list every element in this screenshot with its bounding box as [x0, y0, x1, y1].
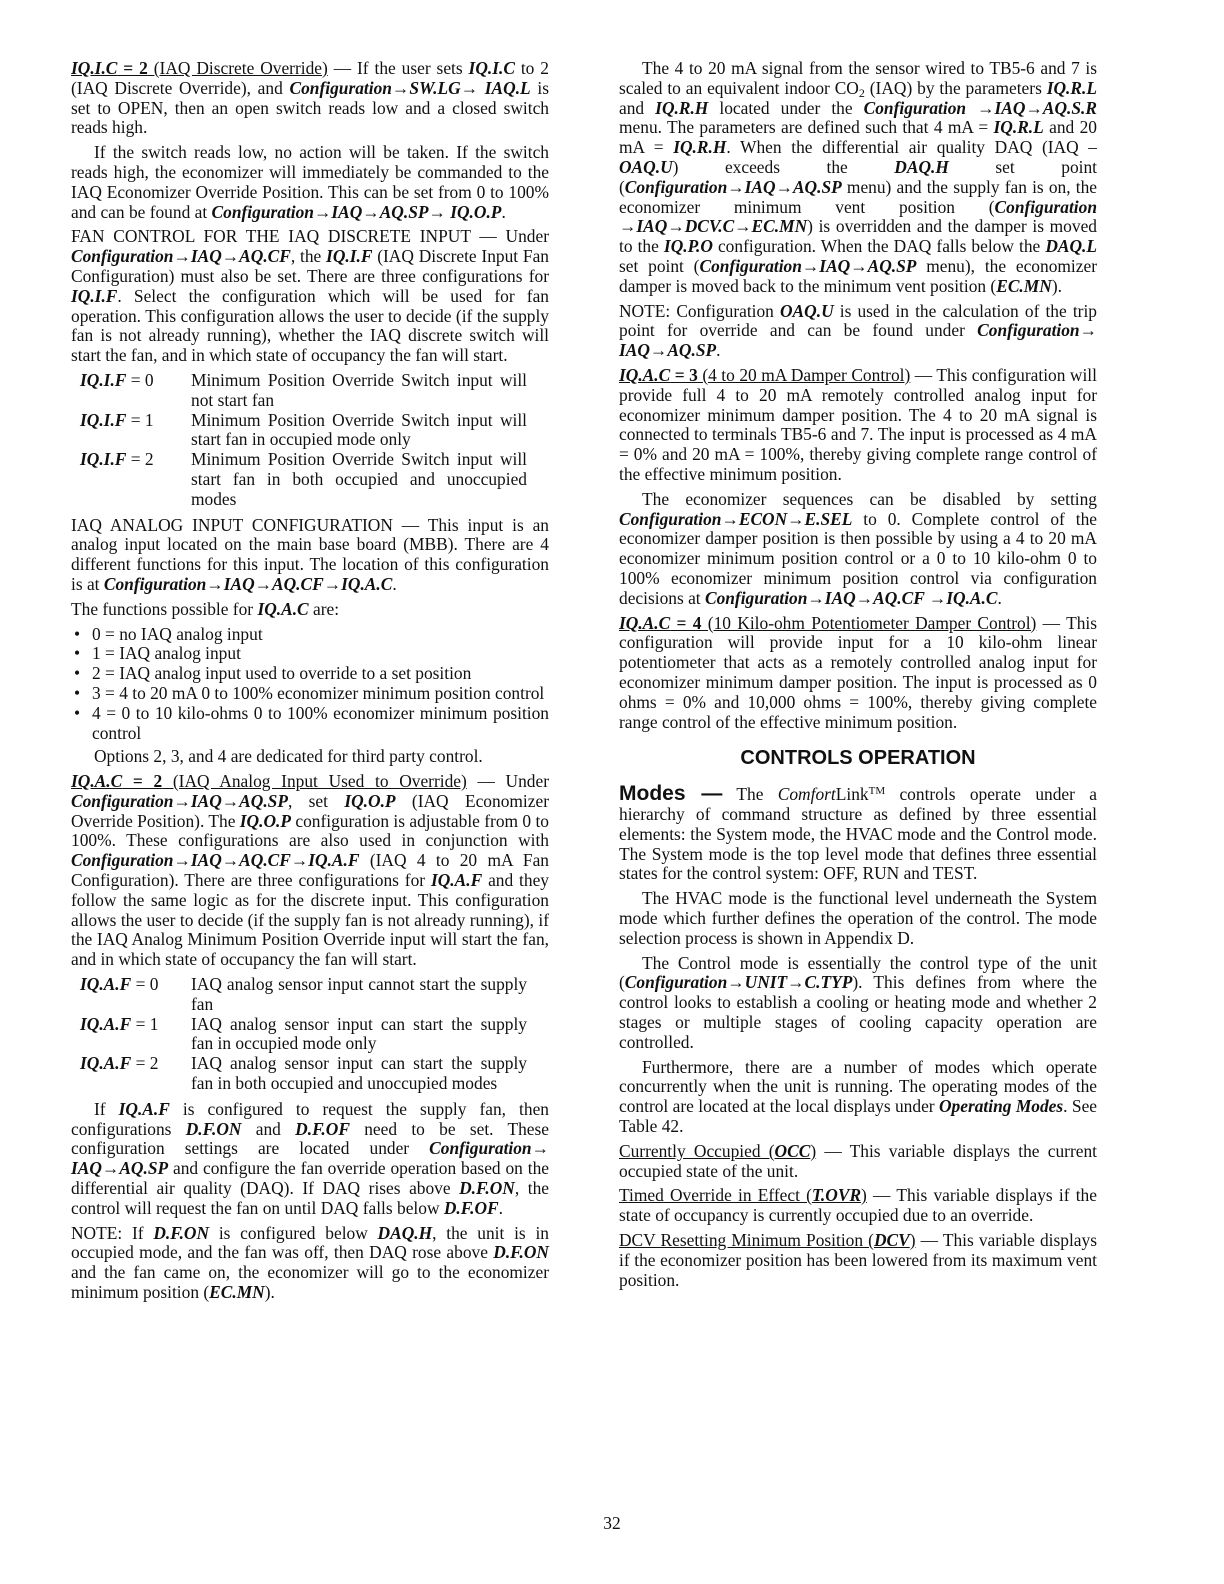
config-reference: D.F.ON [459, 1178, 515, 1199]
text-run: = 2 [126, 449, 154, 470]
text-run: IAQ ANALOG INPUT CONFIGURATION — This input is an analog input located on the main base board (MBB). There are 4 different functions for this input. The location of this configuration is at [71, 514, 549, 594]
text-run: set point ( [619, 255, 700, 276]
config-reference: Configuration→IAQ→AQ.CF →IQ.A.C [704, 587, 998, 608]
text-run: If the switch reads low, no action will be taken. If the switch reads high, the economizer will immediately be commanded to the IAQ Economizer Override Position. This can be set from 0 to 100% and can be found at [71, 142, 549, 222]
config-reference: IQ.I.F [80, 369, 127, 390]
text-run: and the fan came on, the economizer will go to the economizer minimum position ( [71, 1262, 549, 1303]
text-run: = 0 [126, 369, 154, 390]
list-item: • 2 = IAQ analog input used to override to a set position [71, 664, 549, 684]
definition-item [71, 1054, 549, 1094]
config-reference: Configuration→IAQ→AQ.SP [699, 255, 917, 276]
text-run: controls operate under a hierarchy of command structure as defined by three essential elements: the System mode, the HVAC mode and the Control mode. The System mode is the top level mode that defines three essential states for the control system: OFF, RUN and TEST. [619, 784, 1098, 884]
page-number: 32 [603, 1513, 621, 1533]
definition-item [71, 450, 549, 509]
section-heading-modes: Modes — [619, 782, 723, 806]
text-run: . [997, 587, 1002, 608]
config-reference: IQ.I.C [71, 58, 118, 78]
config-reference: IQ.I.F [80, 409, 127, 430]
definition-item [71, 371, 549, 411]
text-run: configuration is adjustable from 0 to 100%. These configurations are also used in conjunction with [71, 810, 549, 851]
config-reference: IQ.R.H [655, 97, 709, 118]
definition-list [71, 371, 549, 510]
config-reference: OAQ.U [619, 156, 673, 177]
text-run: , the [290, 246, 327, 267]
config-reference: OAQ.U [780, 300, 834, 321]
text-run: = 2 [117, 58, 148, 78]
text-run: — This variable displays the current occupied state of the unit. [619, 1140, 1097, 1181]
text-run: — Under [466, 771, 550, 792]
text-run: = 2 [131, 1053, 159, 1074]
definition-term [71, 450, 191, 509]
text-run: The HVAC mode is the functional level underneath the System mode which further defines the operation of the control. The mode selection process is shown in Appendix D. [619, 888, 1097, 948]
text-run: NOTE: Configuration [619, 300, 780, 321]
text-run: and they follow the same logic as for the discrete input. This configuration allows the user to decide (if the supply fan is not already running), if the IAQ Analog Minimum Position Override input will start the fan, and in which state of occupancy the fan will start. [71, 870, 549, 970]
paragraph [619, 889, 1097, 948]
config-reference: T.OVR [811, 1185, 862, 1206]
paragraph [71, 59, 549, 138]
definition-term [71, 975, 191, 1015]
config-reference: EC.MN [209, 1282, 265, 1303]
config-reference: DAQ.H [377, 1222, 433, 1243]
config-reference: Configuration→IAQ→AQ.CF→IQ.A.C [103, 573, 393, 594]
left-column [71, 59, 549, 1308]
text-run: menu) and the supply fan is on, the economizer minimum vent position ( [619, 176, 1097, 217]
text-run: and 20 mA = [619, 117, 1097, 158]
config-reference: IQ.P.O [663, 236, 713, 257]
text-run: = 2 [122, 771, 163, 792]
text-run: — This variable displays if the economizer position has been lowered from its maximum vent position. [619, 1230, 1097, 1290]
config-reference: IQ.I.F [71, 285, 118, 306]
text-run: ) [861, 1185, 867, 1206]
paragraph [619, 366, 1097, 485]
paragraph [619, 1231, 1097, 1290]
paragraph [619, 59, 1097, 297]
config-reference: Configuration→IAQ→AQ.CF [71, 246, 291, 267]
paragraph [71, 143, 549, 222]
text-run: located under the [708, 97, 864, 118]
definition-term [71, 1054, 191, 1094]
list-item: • 1 = IAQ analog input [71, 644, 549, 664]
text-run: The Control mode is essentially the control type of the unit ( [619, 952, 1097, 993]
text-run: . [501, 201, 506, 222]
paragraph [619, 784, 1097, 884]
text-run: , set [287, 790, 345, 811]
text-run: FAN CONTROL FOR THE IAQ DISCRETE INPUT — Under [71, 226, 549, 247]
text-run: , the control will request the fan on until DAQ falls below [71, 1178, 549, 1218]
text-run: — This variable displays if the state of occupancy is currently occupied due to an override. [619, 1185, 1097, 1226]
list-item: • 0 = no IAQ analog input [71, 625, 549, 645]
config-reference: D.F.OF [295, 1118, 350, 1139]
config-reference: Configuration→IAQ→AQ.SP [71, 790, 288, 811]
text-run: — This configuration will provide full 4 to 20 mA remotely controlled analog input for economizer minimum damper position. The 4 to 20 mA signal is connected to terminals TB5-6 and 7. The input is processed as 4 mA = 0% and 20 mA = 100%, thereby giving complete range control of the effective minimum position. [619, 364, 1097, 484]
text-run: . [716, 340, 721, 361]
text-run: . Select the configuration which will be used for fan operation. This configuration allows the user to decide (if the supply fan is not already running), whether the IAQ discrete switch will start the fan, and in which state of occupancy the fan will start. [71, 285, 549, 366]
config-reference: Operating Modes [938, 1096, 1064, 1117]
text-run: ) [909, 1230, 916, 1251]
paragraph [619, 302, 1097, 361]
bullet-list [71, 625, 549, 744]
config-reference: IQ.A.F [430, 870, 483, 891]
config-reference: DAQ.H [894, 156, 949, 177]
text-run: 2 [858, 85, 865, 100]
text-run: (IAQ 4 to 20 mA Fan Configuration). There are three configurations for [71, 850, 549, 891]
definition-term [71, 411, 191, 451]
config-reference: D.F.ON [185, 1118, 242, 1139]
config-reference: EC.MN [996, 275, 1052, 296]
text-run: — This configuration will provide input for a 10 kilo-ohm linear potentiometer that acts as a remotely controlled analog input for economizer minimum damper position. The input is processed as 0 ohms = 0% and 10,000 ohms = 100%, thereby giving complete range control of the effective minimum position. [619, 612, 1097, 732]
text-run: and [241, 1118, 296, 1139]
text-run: are: [308, 598, 340, 619]
paragraph [619, 490, 1097, 609]
text-run: Currently Occupied ( [619, 1140, 775, 1161]
list-item: • 4 = 0 to 10 kilo-ohms 0 to 100% economizer minimum position control [71, 704, 549, 744]
text-run: ). This defines from where the control looks to establish a cooling or heating mode and whether 2 stages or multiple stages of cooling capacity operation are controlled. [619, 972, 1097, 1052]
paragraph [71, 747, 549, 767]
text-run: set point ( [619, 156, 1097, 197]
text-run: The functions possible for [71, 598, 258, 619]
paragraph [619, 614, 1097, 733]
text-run: Timed Override in Effect ( [619, 1185, 812, 1206]
text-run: ). [264, 1282, 275, 1303]
config-reference: IQ.A.F [118, 1098, 170, 1119]
config-reference: IQ.R.L [993, 117, 1044, 138]
text-run: . [498, 1197, 503, 1218]
config-reference: IQ.O.P [239, 810, 291, 831]
text-run: ) [810, 1140, 817, 1161]
config-reference: DCV [873, 1230, 910, 1251]
text-run: , the unit is in occupied mode, and the fan was off, then DAQ rose above [71, 1222, 549, 1263]
config-reference: IQ.R.L [1046, 77, 1097, 98]
text-run: is configured below [209, 1222, 378, 1243]
text-run: = 1 [126, 409, 154, 430]
config-reference: IQ.A.F [80, 1053, 132, 1074]
text-run: . [392, 573, 397, 594]
text-run: to 0. Complete control of the economizer damper position is then possible by using a 4 to 20 mA economizer minimum position control or a 0 to 10 kilo-ohm 0 to 100% economizer minimum position control via configuration decisions at [619, 508, 1097, 608]
config-reference: IQ.R.H [673, 137, 727, 158]
config-reference: OCC [774, 1140, 811, 1161]
text-run: ). [1051, 275, 1062, 296]
text-run: (4 to 20 mA Damper Control) [697, 364, 911, 385]
paragraph [71, 516, 549, 595]
config-reference: IQ.I.F [80, 449, 127, 470]
text-run: = 3 [670, 364, 698, 385]
list-item: • 3 = 4 to 20 mA 0 to 100% economizer minimum position control [71, 684, 549, 704]
definition-term [71, 1015, 191, 1055]
text-run: The [722, 784, 778, 805]
text-run: need to be set. These configuration settings are located under [71, 1118, 550, 1159]
definition-list [71, 975, 549, 1094]
definition-item [71, 1015, 549, 1055]
text-run: . When the differential air quality DAQ (IAQ – [726, 137, 1097, 158]
text-run: (IAQ) by the parameters [864, 77, 1047, 98]
config-reference: Configuration→IAQ→AQ.SP→ IQ.O.P [211, 201, 502, 222]
paragraph [71, 600, 549, 620]
text-run: — If the user sets [327, 58, 469, 78]
definition-description: Minimum Position Override Switch input will start fan in both occupied and unoccupied modes [191, 449, 527, 509]
config-reference: Configuration→ IAQ→AQ.SP [71, 1138, 549, 1179]
definition-description: Minimum Position Override Switch input will start fan in occupied mode only [191, 409, 527, 450]
text-run: is set to OPEN, then an open switch reads low and a closed switch reads high. [71, 77, 549, 138]
text-run: to 2 (IAQ Discrete Override), and [71, 58, 549, 98]
definition-item [71, 411, 549, 451]
paragraph [619, 1142, 1097, 1182]
config-reference: IQ.I.C [468, 58, 515, 78]
text-run: and configure the fan override operation based on the differential air quality (DAQ). If DAQ rises above [71, 1158, 549, 1199]
definition-description: IAQ analog sensor input cannot start the supply fan [191, 974, 527, 1014]
text-run: Link [835, 784, 869, 805]
config-reference: D.F.ON [153, 1222, 210, 1243]
text-run: ) is overridden and the damper is moved to the [619, 216, 1097, 257]
text-run: menu), the economizer damper is moved back to the minimum vent position ( [619, 255, 1097, 296]
text-run: (IAQ Analog Input Used to Override) [162, 771, 467, 792]
config-reference: Configuration →IAQ→DCV.C→EC.MN [619, 196, 1097, 237]
definition-description: IAQ analog sensor input can start the supply fan in both occupied and unoccupied modes [191, 1053, 527, 1094]
text-run: (10 Kilo-ohm Potentiometer Damper Control) [701, 612, 1037, 633]
definition-description: Minimum Position Override Switch input will not start fan [191, 369, 527, 410]
text-run: is configured to request the supply fan, then configurations [71, 1098, 549, 1139]
right-column [619, 59, 1097, 1295]
text-run: is used in the calculation of the trip point for override and can be found under [619, 300, 1097, 341]
config-reference: Configuration→ECON→E.SEL [619, 508, 853, 529]
text-run: The 4 to 20 mA signal from the sensor wired to TB5-6 and 7 is scaled to an equivalent indoor CO [619, 58, 1097, 98]
paragraph [619, 1186, 1097, 1226]
config-reference: Configuration→UNIT→C.TYP [624, 972, 853, 993]
config-reference: D.F.ON [493, 1242, 549, 1263]
text-run: configuration. When the DAQ falls below the [712, 236, 1046, 257]
text-run: Furthermore, there are a number of modes which operate concurrently when the unit is running. The operating modes of the control are located at the local displays under [619, 1056, 1097, 1117]
config-reference: IQ.O.P [344, 790, 396, 811]
text-run: ) exceeds the [672, 156, 895, 177]
paragraph [619, 954, 1097, 1053]
text-run: = 0 [131, 974, 159, 995]
definition-term [71, 371, 191, 411]
text-run: menu. The parameters are defined such that 4 mA = [619, 117, 994, 138]
paragraph [71, 1224, 549, 1303]
text-run: NOTE: If [71, 1222, 154, 1243]
config-reference: IQ.A.C [71, 771, 123, 792]
text-run: (IAQ Discrete Input Fan Configuration) must also be set. There are three configurations for [71, 246, 550, 286]
config-reference: D.F.OF [443, 1197, 499, 1218]
config-reference: IQ.A.F [80, 1013, 132, 1034]
config-reference: IQ.A.C [619, 364, 671, 385]
paragraph [619, 1058, 1097, 1137]
text-run: TM [868, 785, 886, 798]
config-reference: IQ.A.F [80, 974, 132, 995]
text-run: . See Table 42. [619, 1096, 1098, 1137]
paragraph [71, 1100, 549, 1219]
config-reference: IQ.I.F [326, 246, 373, 267]
section-heading: CONTROLS OPERATION [740, 747, 976, 770]
paragraph [71, 772, 549, 970]
text-run: = 4 [670, 612, 702, 633]
config-reference: Configuration →IAQ→AQ.S.R [863, 97, 1097, 118]
config-reference: Configuration→IAQ→AQ.SP [624, 176, 842, 197]
config-reference: Configuration→SW.LG→ IAQ.L [289, 77, 531, 98]
config-reference: IQ.A.C [619, 612, 671, 633]
text-run: The economizer sequences can be disabled by setting [642, 488, 1097, 509]
text-run: If [94, 1098, 119, 1119]
config-reference: DAQ.L [1045, 236, 1098, 257]
paragraph [71, 227, 549, 366]
text-run: = 1 [131, 1013, 159, 1034]
text-run: DCV Resetting Minimum Position ( [619, 1230, 874, 1251]
definition-item [71, 975, 549, 1015]
text-run: (IAQ Discrete Override) [147, 58, 328, 78]
text-run: (IAQ Economizer Override Position). The [71, 790, 549, 831]
definition-description: IAQ analog sensor input can start the supply fan in occupied mode only [191, 1013, 527, 1054]
text-run: Options 2, 3, and 4 are dedicated for third party control. [94, 746, 483, 767]
config-reference: IQ.A.C [257, 598, 309, 619]
config-reference: Configuration→IAQ→AQ.CF→IQ.A.F [71, 850, 360, 871]
text-run: and [619, 97, 656, 118]
config-reference: Configuration→ IAQ→AQ.SP [619, 320, 1097, 361]
text-run: Comfort [777, 784, 836, 805]
